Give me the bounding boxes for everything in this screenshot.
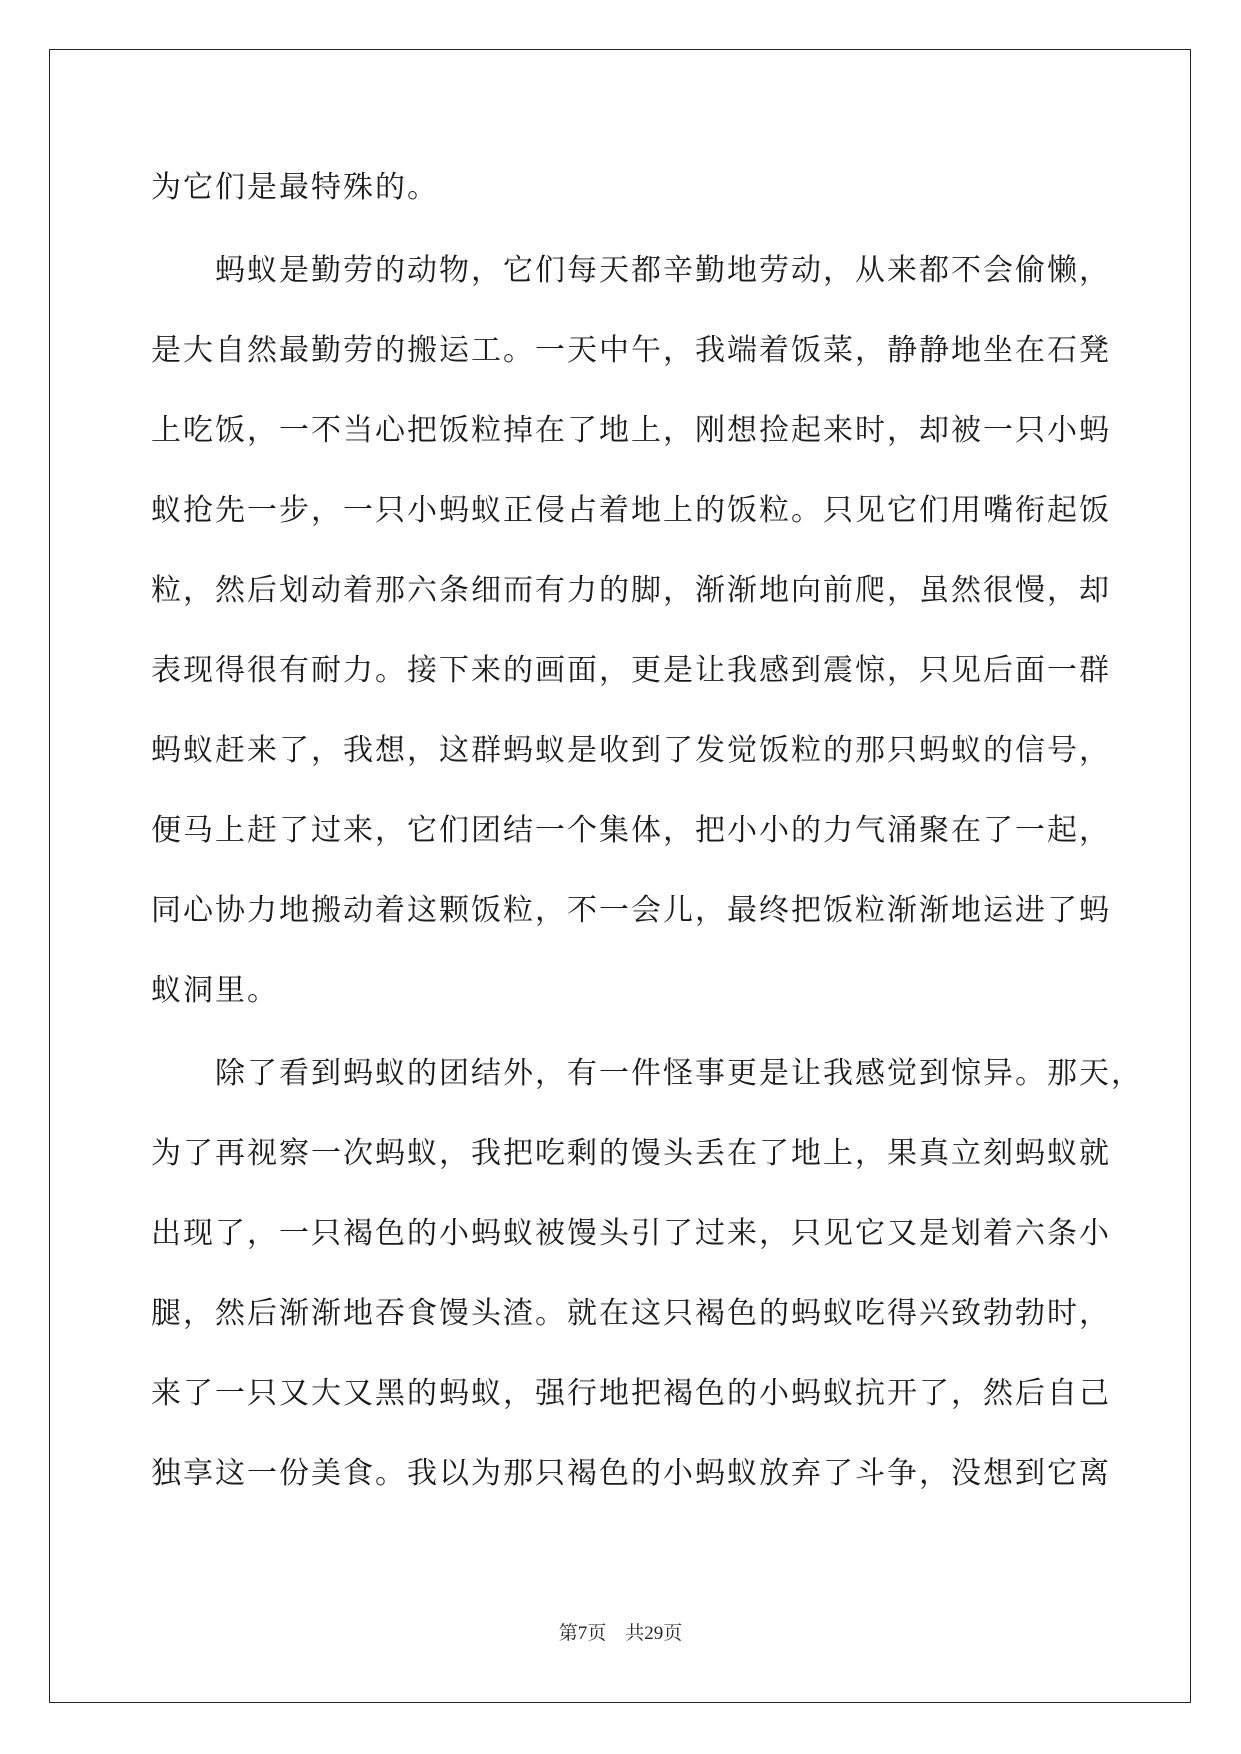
text-line: 粒，然后划动着那六条细而有力的脚，渐渐地向前爬，虽然很慢，却 (151, 573, 1111, 608)
text-line: 蚂蚁是勤劳的动物，它们每天都辛勤地劳动，从来都不会偷懒， (151, 253, 1111, 288)
text-line: 出现了，一只褐色的小蚂蚁被馒头引了过来，只见它又是划着六条小 (151, 1216, 1111, 1251)
text-line: 蚁洞里。 (151, 973, 279, 1008)
text-line: 蚂蚁赶来了，我想，这群蚂蚁是收到了发觉饭粒的那只蚂蚁的信号， (151, 733, 1111, 768)
text-line: 是大自然最勤劳的搬运工。一天中午，我端着饭菜，静静地坐在石凳 (151, 333, 1111, 368)
text-line: 同心协力地搬动着这颗饭粒，不一会儿，最终把饭粒渐渐地运进了蚂 (151, 893, 1111, 928)
text-line: 表现得很有耐力。接下来的画面，更是让我感到震惊，只见后面一群 (151, 653, 1111, 688)
page-number-footer: 第7页 共29页 (558, 1623, 683, 1644)
text-line: 除了看到蚂蚁的团结外，有一件怪事更是让我感觉到惊异。那天， (151, 1056, 1143, 1091)
text-line: 蚁抢先一步，一只小蚂蚁正侵占着地上的饭粒。只见它们用嘴衔起饭 (151, 493, 1111, 528)
text-line: 来了一只又大又黑的蚂蚁，强行地把褐色的小蚂蚁抗开了，然后自己 (151, 1376, 1111, 1411)
text-line: 腿，然后渐渐地吞食馒头渣。就在这只褐色的蚂蚁吃得兴致勃勃时， (151, 1296, 1111, 1331)
text-line: 便马上赶了过来，它们团结一个集体，把小小的力气涌聚在了一起， (151, 813, 1111, 848)
text-line: 为了再视察一次蚂蚁，我把吃剩的馒头丢在了地上，果真立刻蚂蚁就 (151, 1136, 1111, 1171)
text-line: 独享这一份美食。我以为那只褐色的小蚂蚁放弃了斗争，没想到它离 (151, 1456, 1111, 1491)
text-line: 上吃饭，一不当心把饭粒掉在了地上，刚想捡起来时，却被一只小蚂 (151, 413, 1111, 448)
text-line: 为它们是最特殊的。 (151, 170, 439, 205)
